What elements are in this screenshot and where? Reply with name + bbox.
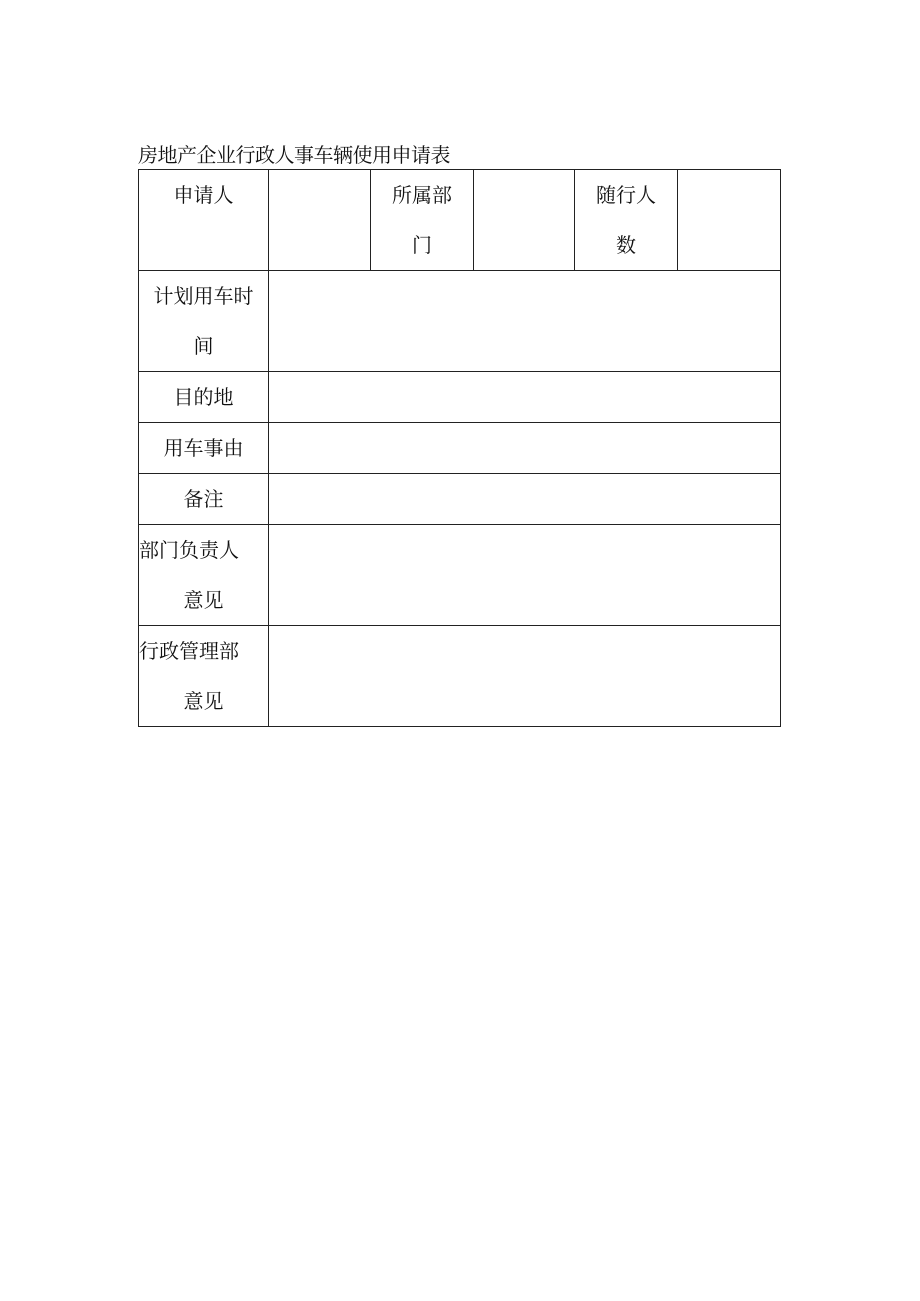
value-remarks[interactable]: [269, 474, 781, 525]
label-reason: [139, 423, 269, 474]
value-planned-time[interactable]: [269, 271, 781, 372]
label-admin-line2: 意见: [183, 689, 224, 713]
label-applicant-text: 申请人: [173, 183, 234, 207]
label-department-line1: 所属部: [392, 183, 452, 207]
label-planned-time: [139, 271, 269, 372]
label-dept-head-line2: 意见: [183, 588, 224, 612]
label-admin-opinion: [139, 626, 269, 727]
table-row-dept-head-opinion: [139, 525, 781, 626]
table-row-planned-time: [139, 271, 781, 372]
label-companions: [575, 170, 678, 271]
form-title: 房地产企业行政人事车辆使用申请表: [138, 143, 450, 167]
table-row-admin-opinion: [139, 626, 781, 727]
label-remarks: [139, 474, 269, 525]
label-companions-line2: 数: [616, 233, 636, 257]
table-row-remarks: [139, 474, 781, 525]
label-department-line2: 门: [412, 233, 432, 257]
value-applicant[interactable]: [269, 170, 371, 271]
value-reason[interactable]: [269, 423, 781, 474]
vehicle-application-table: [138, 169, 781, 727]
table-row-applicant: [139, 170, 781, 271]
value-dept-head-opinion[interactable]: [269, 525, 781, 626]
label-companions-line1: 随行人: [596, 183, 656, 207]
label-planned-time-line2: 间: [193, 334, 214, 358]
table-row-destination: [139, 372, 781, 423]
label-reason-text: 用车事由: [163, 436, 244, 460]
value-admin-opinion[interactable]: [269, 626, 781, 727]
label-applicant: [139, 170, 269, 271]
value-destination[interactable]: [269, 372, 781, 423]
value-department[interactable]: [474, 170, 575, 271]
table-row-reason: [139, 423, 781, 474]
value-companions[interactable]: [678, 170, 781, 271]
label-planned-time-line1: 计划用车时: [153, 284, 254, 308]
label-department: [371, 170, 474, 271]
label-remarks-text: 备注: [183, 487, 224, 511]
label-dept-head-opinion: [139, 525, 269, 626]
label-destination: [139, 372, 269, 423]
label-dept-head-line1: 部门负责人: [139, 538, 239, 562]
label-admin-line1: 行政管理部: [139, 639, 239, 663]
label-destination-text: 目的地: [173, 385, 234, 409]
